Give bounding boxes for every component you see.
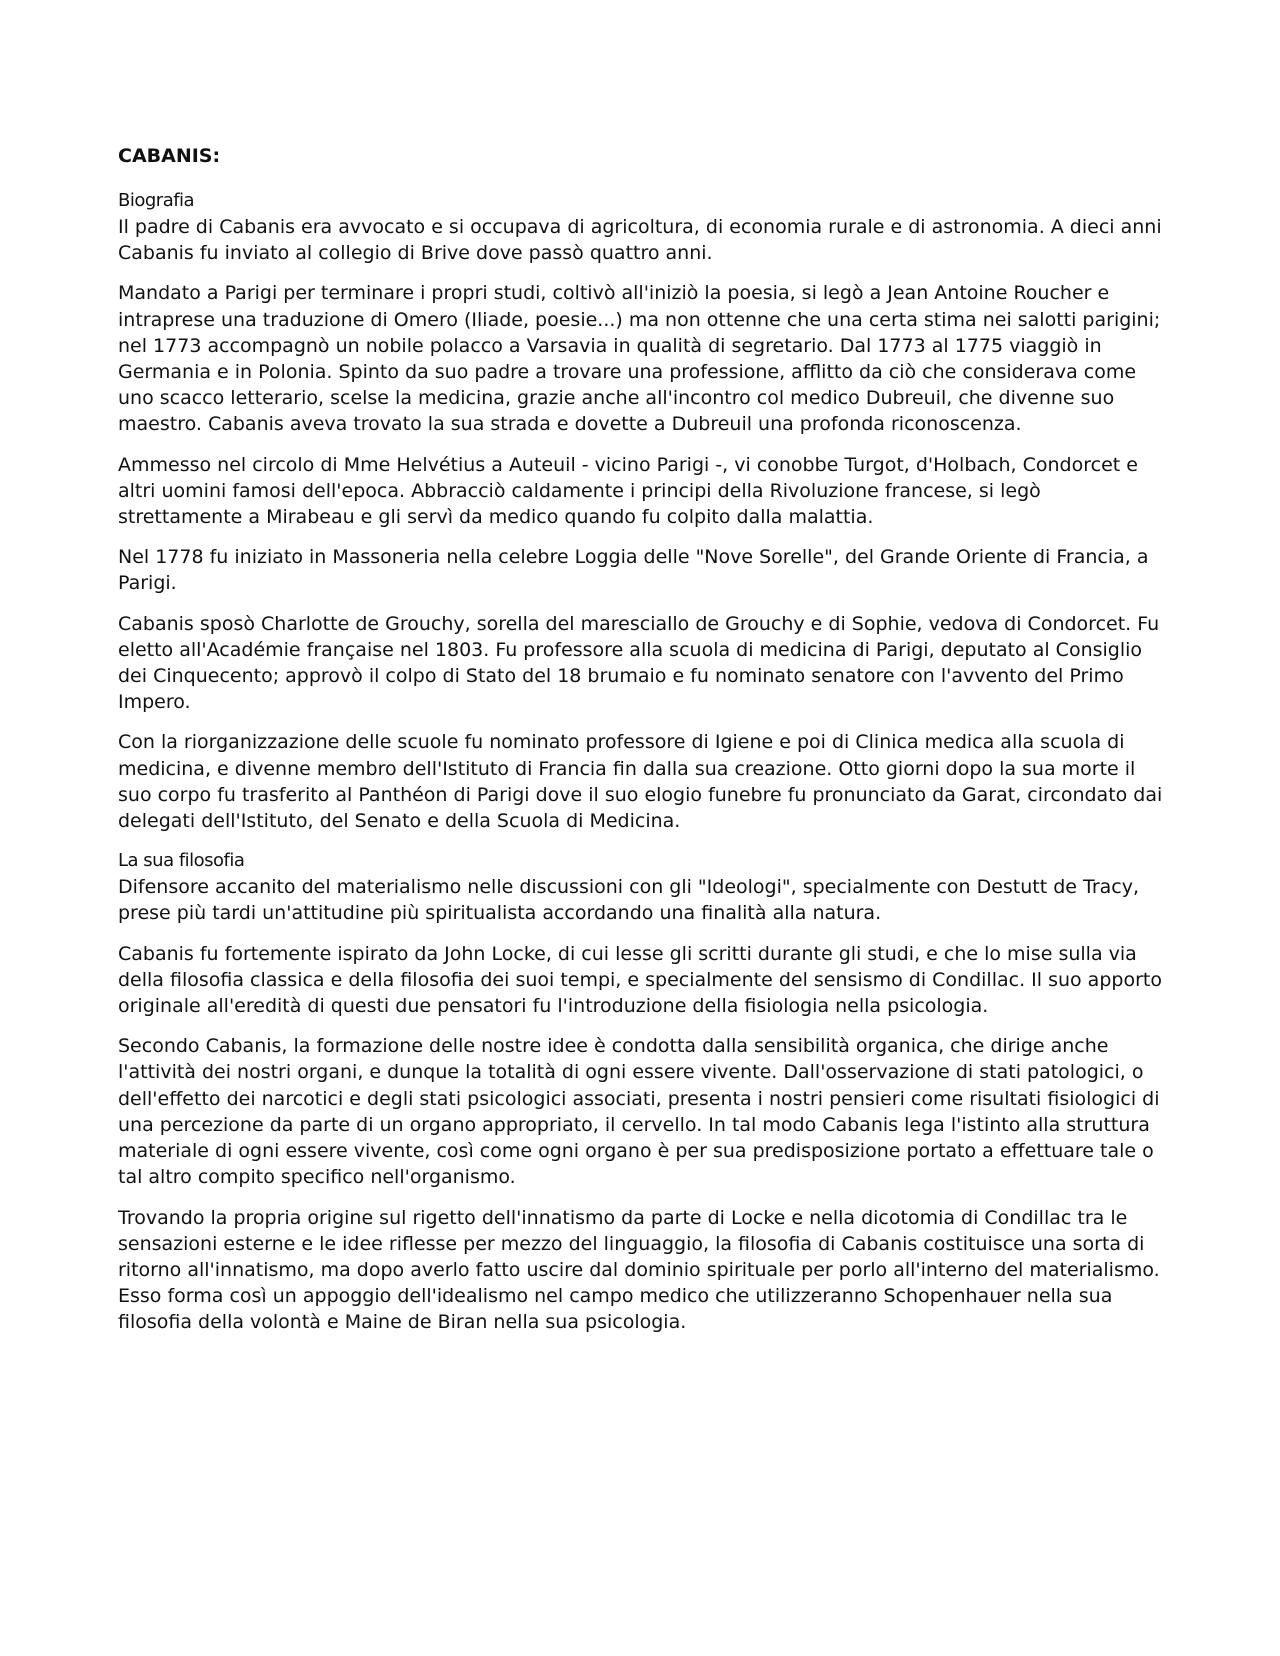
paragraph: Trovando la propria origine sul rigetto dell'innatismo da parte di Locke e nella dicotomia di Condillac tra le sensazioni esterne e le idee riflesse per mezzo del linguaggio, la filosofia di Cabanis costituisce una sorta di ritorno all'innatismo, ma dopo averlo fatto uscire dal dominio spirituale per porlo all'interno del materialismo. Esso forma così un appoggio dell'idealismo nel campo medico che utilizzeranno Schopenhauer nella sua filosofia della volontà e Maine de Biran nella sua psicologia. [118,1206,1160,1334]
section-heading-biografia: Biografia [118,190,195,211]
section-heading-filosofia: La sua filosofia [118,850,245,872]
document-title: CABANIS: [118,145,221,167]
paragraph: Cabanis sposò Charlotte de Grouchy, sorella del maresciallo de Grouchy e di Sophie, vedova di Condorcet. Fu eletto all'Académie française nel 1803. Fu professore alla scuola di medicina di Parigi, deputato al Consiglio dei Cinquecento; approvò il colpo di Stato del 18 brumaio e fu nominato senatore con l'avvento del Primo Impero. [118,612,1160,714]
paragraph: Con la riorganizzazione delle scuole fu nominato professore di Igiene e poi di Clinica medica alla scuola di medicina, e divenne membro dell'Istituto di Francia fin dalla sua creazione. Otto giorni dopo la sua morte il suo corpo fu trasferito al Panthéon di Parigi dove il suo elogio funebre fu pronunciato da Garat, circondato dai delegati dell'Istituto, del Senato e della Scuola di Medicina. [118,731,1163,833]
section-biografia [118,188,1168,834]
paragraph: Il padre di Cabanis era avvocato e si occupava di agricoltura, di economia rurale e di astronomia. A dieci anni Cabanis fu inviato al collegio di Brive dove passò quattro anni. [118,216,1162,265]
paragraph: Secondo Cabanis, la formazione delle nostre idee è condotta dalla sensibilità organica, che dirige anche l'attività dei nostri organi, e dunque la totalità di ogni essere vivente. Dall'osservazione di stati patologici, o dell'effetto dei narcotici e degli stati psicologici associati, presenta i nostri pensieri come risultati fisiologici di una percezione da parte di un organo appropriato, il cervello. In tal modo Cabanis lega l'istinto alla struttura materiale di ogni essere vivente, così come ogni organo è per sua predisposizione portato a effettuare tale o tal altro compito specifico nell'organismo. [118,1035,1160,1189]
document-page [118,143,1168,1350]
paragraph: Cabanis fu fortemente ispirato da John Locke, di cui lesse gli scritti durante gli studi, e che lo mise sulla via della filosofia classica e della filosofia dei suoi tempi, e specialmente del sensismo di Condillac. Il suo apporto originale all'eredità di questi due pensatori fu l'introduzione della fisiologia nella psicologia. [118,942,1162,1018]
paragraph: Difensore accanito del materialismo nelle discussioni con gli "Ideologi", specialmente con Destutt de Tracy, prese più tardi un'attitudine più spiritualista accordando una finalità alla natura. [118,876,1140,925]
paragraph: Mandato a Parigi per terminare i propri studi, coltivò all'iniziò la poesia, si legò a Jean Antoine Roucher e intraprese una traduzione di Omero (Iliade, poesie...) ma non ottenne che una certa stima nei salotti parigini; nel 1773 accompagnò un nobile polacco a Varsavia in qualità di segretario. Dal 1773 al 1775 viaggiò in Germania e in Polonia. Spinto da suo padre a trovare una professione, afflitto da ciò che considerava come uno scacco letterario, scelse la medicina, grazie anche all'incontro col medico Dubreuil, che divenne suo maestro. Cabanis aveva trovato la sua strada e dovette a Dubreuil una profonda riconoscenza. [118,282,1161,436]
section-filosofia [118,848,1168,1335]
paragraph: Nel 1778 fu iniziato in Massoneria nella celebre Loggia delle "Nove Sorelle", del Grande Oriente di Francia, a Parigi. [118,546,1149,595]
paragraph: Ammesso nel circolo di Mme Helvétius a Auteuil - vicino Parigi -, vi conobbe Turgot, d'Holbach, Condorcet e altri uomini famosi dell'epoca. Abbracciò caldamente i principi della Rivoluzione francese, si legò strettamente a Mirabeau e gli servì da medico quando fu colpito dalla malattia. [118,453,1138,529]
